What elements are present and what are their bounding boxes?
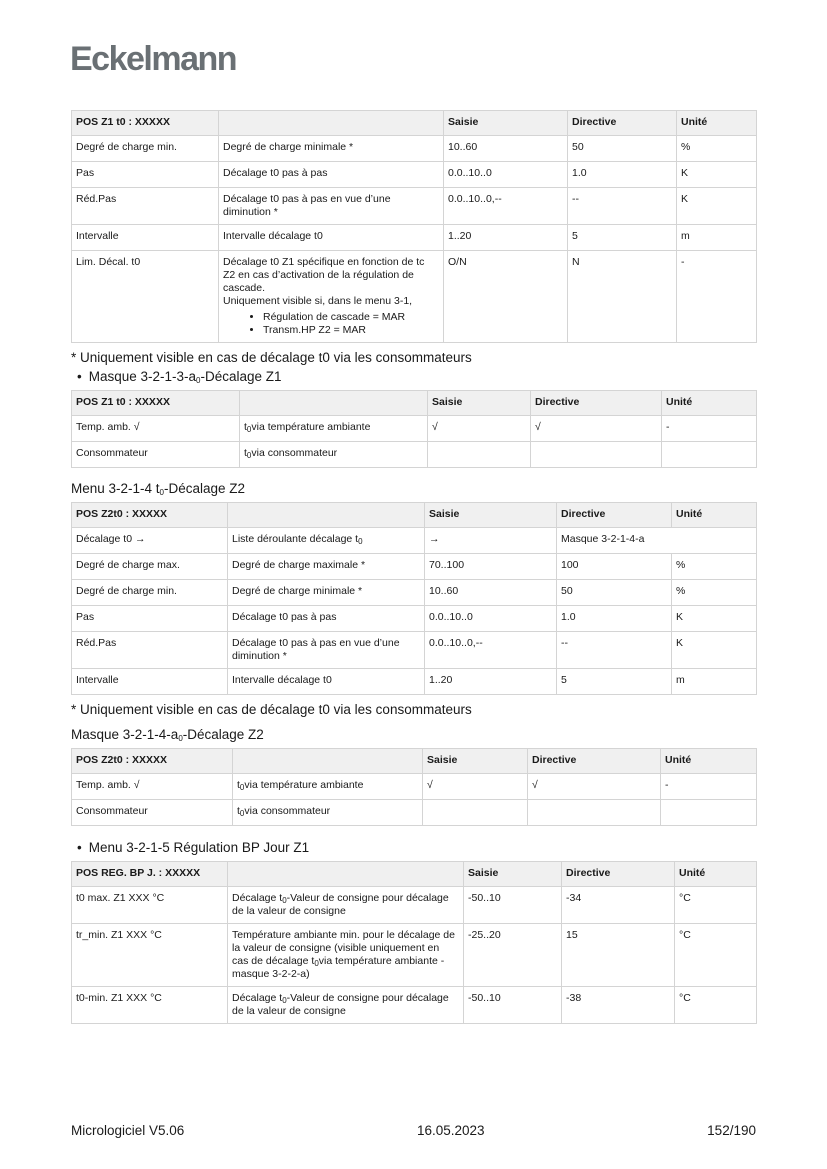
param-unit: % <box>672 554 757 580</box>
table-row <box>72 136 757 162</box>
param-name: Temp. amb. √ <box>72 774 233 800</box>
header-cell: POS Z2t0 : XXXXX <box>72 749 233 774</box>
table-row <box>72 251 757 343</box>
table-masque-z2 <box>71 748 757 826</box>
table-row <box>72 554 757 580</box>
param-range: 1..20 <box>444 225 568 251</box>
param-unit: °C <box>675 987 757 1024</box>
description-text: Uniquement visible si, dans le menu 3-1, <box>223 295 413 307</box>
param-unit: m <box>672 669 757 695</box>
table-pos-z2-t0 <box>71 502 757 695</box>
param-range: 10..60 <box>444 136 568 162</box>
document-content <box>71 110 756 1024</box>
param-name: Consommateur <box>72 800 233 826</box>
param-range <box>423 800 528 826</box>
header-cell: Saisie <box>423 749 528 774</box>
param-name: Lim. Décal. t0 <box>72 251 219 343</box>
param-range <box>428 442 531 468</box>
param-unit: K <box>672 606 757 632</box>
param-description: $t_0via$ température ambiante <box>240 416 428 442</box>
header-cell: Directive <box>557 503 672 528</box>
param-default: Masque 3-2-1-4-a <box>557 528 757 554</box>
param-range: 0.0..10..0,-- <box>425 632 557 669</box>
header-cell: Directive <box>568 111 677 136</box>
param-range: → <box>425 528 557 554</box>
table-header-row <box>72 503 757 528</box>
param-default: N <box>568 251 677 343</box>
header-cell: Unité <box>672 503 757 528</box>
param-default: 50 <box>568 136 677 162</box>
param-description: Degré de charge minimale * <box>219 136 444 162</box>
table-row <box>72 580 757 606</box>
param-unit: % <box>677 136 757 162</box>
header-cell: Saisie <box>428 391 531 416</box>
header-cell: POS Z1 t0 : XXXXX <box>72 391 240 416</box>
param-name: t0 max. Z1 XXX °C <box>72 887 228 924</box>
table-reg-bp-jour-z1 <box>71 861 757 1024</box>
header-cell: Unité <box>675 862 757 887</box>
table-header-row <box>72 862 757 887</box>
param-name: Pas <box>72 162 219 188</box>
param-default: √ <box>531 416 662 442</box>
param-default: 5 <box>557 669 672 695</box>
param-unit: °C <box>675 924 757 987</box>
param-description: Degré de charge maximale * <box>228 554 425 580</box>
table-header-row <box>72 391 757 416</box>
table-row <box>72 188 757 225</box>
param-description <box>219 251 444 343</box>
table-row <box>72 887 757 924</box>
section-heading: • Masque $3-2-1-3-a_0$-Décalage Z1 <box>77 369 282 385</box>
header-cell: Saisie <box>425 503 557 528</box>
param-range: 0.0..10..0 <box>425 606 557 632</box>
param-default: 50 <box>557 580 672 606</box>
table-row <box>72 924 757 987</box>
param-name: tr_min. Z1 XXX °C <box>72 924 228 987</box>
header-cell: POS REG. BP J. : XXXXX <box>72 862 228 887</box>
param-range: -50..10 <box>464 887 562 924</box>
param-default: 5 <box>568 225 677 251</box>
param-unit: % <box>672 580 757 606</box>
param-name: Degré de charge min. <box>72 136 219 162</box>
param-range: 0.0..10..0,-- <box>444 188 568 225</box>
param-name: Temp. amb. √ <box>72 416 240 442</box>
table-row <box>72 442 757 468</box>
param-description: $t_0via$ consommateur <box>233 800 423 826</box>
description-text: Décalage t0 Z1 spécifique en fonction de tc Z2 en cas d’activation de la régulation de cascade. <box>223 256 425 294</box>
page-footer <box>71 1123 756 1138</box>
param-unit: - <box>661 774 757 800</box>
param-name: Intervalle <box>72 669 228 695</box>
param-name: Pas <box>72 606 228 632</box>
table-row <box>72 225 757 251</box>
param-range: -50..10 <box>464 987 562 1024</box>
list-item: • Transm.HP Z2 = MAR <box>263 324 438 337</box>
table-row <box>72 632 757 669</box>
param-description: $t_0via$ consommateur <box>240 442 428 468</box>
param-description: $t_0via$ température ambiante <box>233 774 423 800</box>
eckelmann-logo: Eckelmann <box>70 40 237 78</box>
header-cell: Directive <box>562 862 675 887</box>
table-masque-z1 <box>71 390 757 468</box>
param-name: Intervalle <box>72 225 219 251</box>
param-name: Consommateur <box>72 442 240 468</box>
param-default: -38 <box>562 987 675 1024</box>
header-cell: Unité <box>661 749 757 774</box>
condition-list <box>223 311 438 337</box>
param-description: Température ambiante min. pour le décalage de la valeur de consigne (visible uniquement en cas de décalage $t_0via$ température ambiante - masque 3-2-2-a) <box>228 924 464 987</box>
param-description: Décalage $t_0$-Valeur de consigne pour décalage de la valeur de consigne <box>228 987 464 1024</box>
param-unit: °C <box>675 887 757 924</box>
footer-page-number: 152/190 <box>707 1123 756 1138</box>
param-description: Intervalle décalage t0 <box>219 225 444 251</box>
table-row <box>72 800 757 826</box>
param-description: Décalage t0 pas à pas <box>228 606 425 632</box>
table-row <box>72 606 757 632</box>
header-cell <box>228 503 425 528</box>
footer-firmware-version: Micrologiciel V5.06 <box>71 1123 185 1138</box>
header-cell: POS Z1 t0 : XXXXX <box>72 111 219 136</box>
param-description: Décalage $t_0$-Valeur de consigne pour décalage de la valeur de consigne <box>228 887 464 924</box>
param-default: 100 <box>557 554 672 580</box>
table-row <box>72 528 757 554</box>
param-name: Décalage t0 → <box>72 528 228 554</box>
header-cell <box>240 391 428 416</box>
param-description: Décalage t0 pas à pas en vue d’une diminution * <box>219 188 444 225</box>
param-default: 15 <box>562 924 675 987</box>
param-name: t0-min. Z1 XXX °C <box>72 987 228 1024</box>
param-description: Intervalle décalage t0 <box>228 669 425 695</box>
table-header-row <box>72 111 757 136</box>
header-cell: Directive <box>528 749 661 774</box>
param-range: 70..100 <box>425 554 557 580</box>
header-cell: Unité <box>662 391 757 416</box>
table-header-row <box>72 749 757 774</box>
param-unit: K <box>677 162 757 188</box>
param-unit <box>662 442 757 468</box>
param-name: Degré de charge min. <box>72 580 228 606</box>
param-name: Réd.Pas <box>72 188 219 225</box>
param-range: √ <box>428 416 531 442</box>
param-default: -- <box>568 188 677 225</box>
param-unit: - <box>677 251 757 343</box>
header-cell <box>219 111 444 136</box>
header-cell <box>233 749 423 774</box>
param-unit: - <box>662 416 757 442</box>
param-name: Réd.Pas <box>72 632 228 669</box>
param-description: Décalage t0 pas à pas en vue d’une diminution * <box>228 632 425 669</box>
section-heading: Menu 3-2-1-4 $t_0$-Décalage Z2 <box>71 481 246 497</box>
section-heading: • Menu 3-2-1-5 Régulation BP Jour Z1 <box>77 840 310 855</box>
footnote: * Uniquement visible en cas de décalage t0 via les consommateurs <box>71 702 472 717</box>
param-description: Décalage t0 pas à pas <box>219 162 444 188</box>
header-cell <box>228 862 464 887</box>
param-range: 10..60 <box>425 580 557 606</box>
param-default <box>528 800 661 826</box>
table-row <box>72 162 757 188</box>
table-row <box>72 669 757 695</box>
param-range: -25..20 <box>464 924 562 987</box>
param-default: 1.0 <box>568 162 677 188</box>
header-cell: Directive <box>531 391 662 416</box>
param-range: 0.0..10..0 <box>444 162 568 188</box>
param-unit: K <box>672 632 757 669</box>
param-default: √ <box>528 774 661 800</box>
footer-date: 16.05.2023 <box>416 1123 485 1138</box>
param-unit: m <box>677 225 757 251</box>
table-row <box>72 774 757 800</box>
param-range: O/N <box>444 251 568 343</box>
param-unit <box>661 800 757 826</box>
header-cell: POS Z2t0 : XXXXX <box>72 503 228 528</box>
param-name: Degré de charge max. <box>72 554 228 580</box>
param-range: 1..20 <box>425 669 557 695</box>
header-cell: Saisie <box>444 111 568 136</box>
list-item: • Régulation de cascade = MAR <box>263 311 438 324</box>
param-default: 1.0 <box>557 606 672 632</box>
table-row <box>72 416 757 442</box>
param-default: -- <box>557 632 672 669</box>
table-pos-z1-t0 <box>71 110 757 343</box>
header-cell: Saisie <box>464 862 562 887</box>
section-heading: Masque $3-2-1-4-a_0$-Décalage Z2 <box>71 727 264 743</box>
param-description: Degré de charge minimale * <box>228 580 425 606</box>
table-row <box>72 987 757 1024</box>
param-description: Liste déroulante décalage $t_0$ <box>228 528 425 554</box>
param-range: √ <box>423 774 528 800</box>
param-default <box>531 442 662 468</box>
param-unit: K <box>677 188 757 225</box>
header-cell: Unité <box>677 111 757 136</box>
param-default: -34 <box>562 887 675 924</box>
footnote: * Uniquement visible en cas de décalage t0 via les consommateurs <box>71 350 472 365</box>
